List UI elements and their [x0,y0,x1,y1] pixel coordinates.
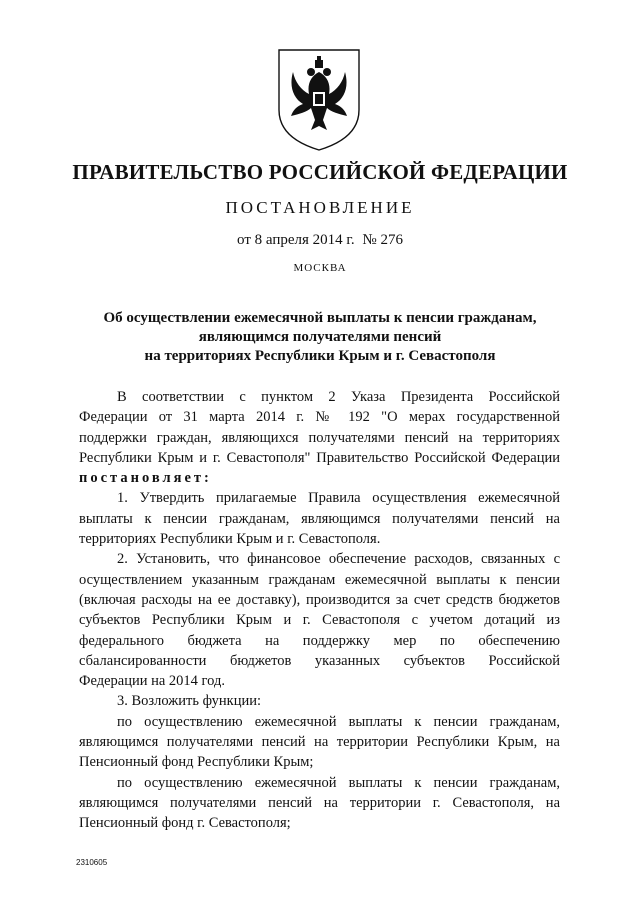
body-line: Федерации от 31 марта 2014 г. № 192 "О мерах государственной [79,409,560,426]
document-id: 2310605 [76,858,108,867]
body-line: являющимся получателями пенсий на территории г. Севастополя, на [79,794,560,811]
body-line: Пенсионный фонд г. Севастополя; [79,815,291,832]
body-line: являющимся получателями пенсий на территории Республики Крым, на [79,734,560,751]
heading-line: являющимся получателями пенсий [198,329,442,345]
body-line: Пенсионный фонд Республики Крым; [79,754,314,771]
resolves-keyword: постановляет: [79,470,212,487]
document-number: № 276 [362,232,403,248]
document-body [79,387,560,834]
body-line: Республики Крым и г. Севастополя" Правительство Российской Федерации [79,449,560,466]
document-city: МОСКВА [293,262,347,274]
document-type: ПОСТАНОВЛЕНИЕ [225,198,415,217]
body-line: субъектов Республики Крым и г. Севастополя с учетом дотаций из [79,612,560,629]
body-line: по осуществлению ежемесячной выплаты к пенсии гражданам, [117,713,560,730]
body-line: территориях Республики Крым и г. Севастополя. [79,531,381,548]
body-line: по осуществлению ежемесячной выплаты к пенсии гражданам, [117,774,560,791]
body-line: 1. Утвердить прилагаемые Правила осуществления ежемесячной [117,490,560,507]
body-line: 2. Установить, что финансовое обеспечение расходов, связанных с [117,551,560,568]
document-heading [60,309,580,366]
body-line: (включая расходы на ее доставку), производится за счет средств бюджетов [79,591,560,608]
body-line: Федерации на 2014 год. [79,673,225,690]
body-line: сбалансированности бюджетов указанных субъектов Российской [79,652,560,669]
body-line: осуществлением указанным гражданам ежемесячной выплаты к пенсии [79,571,560,588]
body-line: выплаты к пенсии гражданам, являющимся получателями пенсий на [79,510,560,527]
heading-line: на территориях Республики Крым и г. Севастополя [144,348,496,364]
government-title: ПРАВИТЕЛЬСТВО РОССИЙСКОЙ ФЕДЕРАЦИИ [72,160,568,184]
document-date: от 8 апреля 2014 г. [237,232,355,248]
heading-line: Об осуществлении ежемесячной выплаты к пенсии гражданам, [103,310,537,326]
body-line: федерального бюджета на поддержку мер по обеспечению [79,632,560,649]
document-date-line [0,232,640,249]
body-line: поддержки граждан, являющихся получателями пенсий на территориях [79,429,560,446]
body-line: В соответствии с пунктом 2 Указа Президента Российской [117,389,560,405]
coat-of-arms-emblem [271,46,367,154]
body-line: 3. Возложить функции: [117,693,262,710]
